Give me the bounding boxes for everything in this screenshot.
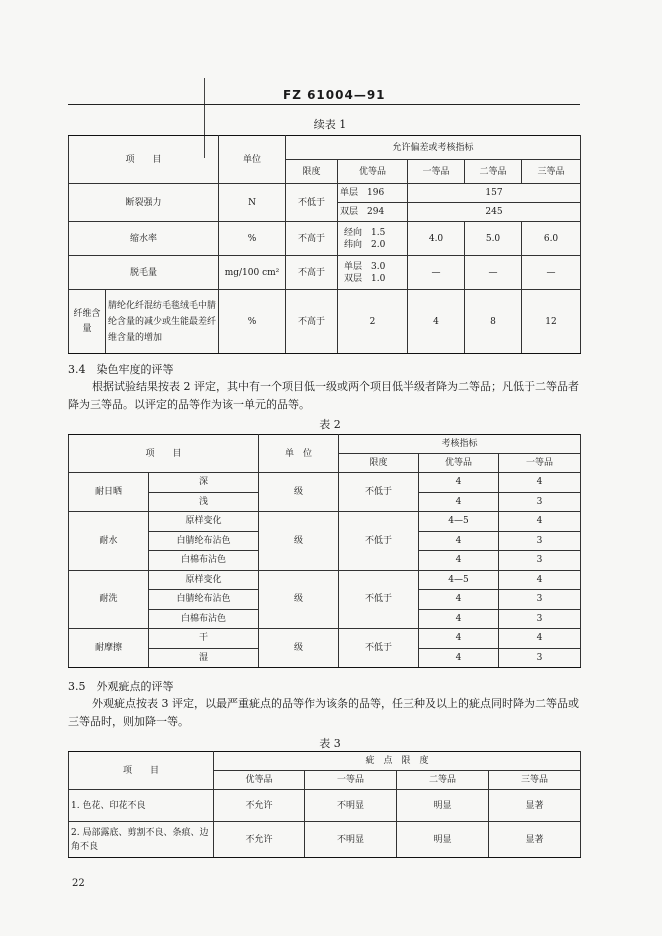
t2-sub: 深 [149,473,259,493]
t2-value: 4 [419,648,499,668]
table3-caption: 表 3 [319,737,341,750]
t3-cell: 显著 [489,822,581,858]
t1-item-group: 纤维含量 [69,290,106,354]
t1-value: — [522,256,581,290]
t1-sub: 纬向 2.0 [344,239,386,250]
t1-h-unit: 单位 [219,136,286,184]
t2-sub: 浅 [149,492,259,512]
t2-limit: 不低于 [339,473,419,512]
t1-item: 断裂强力 [69,184,219,222]
t1-sub: 单层 196 [338,184,408,203]
t2-sub: 白腈纶布沾色 [149,590,259,610]
t3-h-grade: 一等品 [305,771,397,790]
t1-sub: 双层 1.0 [344,273,386,284]
t3-cell: 显著 [489,790,581,822]
t1-sub: 单层 3.0 [344,261,386,272]
t2-unit: 级 [259,473,339,512]
t3-cell: 不允许 [214,822,305,858]
t2-unit: 级 [259,570,339,629]
t2-value: 3 [499,551,581,571]
t2-sub: 湿 [149,648,259,668]
t1-limit: 不高于 [286,222,338,256]
t1-value: 245 [408,203,581,222]
t1-sub: 双层 294 [338,203,408,222]
page-number: 22 [72,878,85,889]
t1-sub-cell [338,256,408,290]
t2-h-unit: 单 位 [259,435,339,473]
t2-h-limit: 限度 [339,454,419,473]
t1-value: 5.0 [465,222,522,256]
t2-value: 4 [419,629,499,649]
t1-limit: 不低于 [286,184,338,222]
t3-item: 2. 局部露底、剪割不良、条痕、边角不良 [69,822,214,858]
t1-sub: 经向 1.5 [344,227,386,238]
t2-sub: 白腈纶布沾色 [149,531,259,551]
header-rule [68,104,580,105]
t2-value: 4 [419,492,499,512]
standard-id: FZ 61004—91 [283,88,386,102]
t2-group-name: 耐日晒 [69,473,149,512]
t2-value: 4 [499,570,581,590]
section-3-4-text: 根据试验结果按表 2 评定，其中有一个项目低一级或两个项目低半级者降为二等品；凡低于二等品者降为三等品。以评定的品等作为该一单元的品等。 [68,380,579,411]
t2-h-group: 考核指标 [339,435,581,454]
t3-h-grade: 优等品 [214,771,305,790]
t2-unit: 级 [259,629,339,668]
table2 [68,434,581,668]
t2-value: 4 [419,551,499,571]
t1-value: 4 [408,290,465,354]
t3-cell: 明显 [397,790,489,822]
t2-value: 4 [499,512,581,532]
table2-caption: 表 2 [319,418,341,431]
t2-group-name: 耐水 [69,512,149,571]
t2-h-item: 项 目 [69,435,259,473]
t2-value: 4 [419,609,499,629]
t3-item: 1. 色花、印花不良 [69,790,214,822]
t1-value: 8 [465,290,522,354]
t1-value: 12 [522,290,581,354]
t2-value: 3 [499,590,581,610]
table1-caption: 续表 1 [313,118,347,131]
t1-h-grade: 优等品 [338,160,408,184]
t2-value: 4 [419,590,499,610]
t1-item: 脱毛量 [69,256,219,290]
t3-h-group: 疵 点 限 度 [214,752,581,771]
t2-value: 4 [419,531,499,551]
section-3-4-title: 3.4 染色牢度的评等 [68,363,174,376]
t2-value: 3 [499,492,581,512]
section-3-5-text: 外观疵点按表 3 评定，以最严重疵点的品等作为该条的品等，任三种及以上的疵点同时降为二等品或三等品时，则加降一等。 [68,697,579,728]
t2-sub: 白棉布沾色 [149,609,259,629]
t1-value: — [465,256,522,290]
t2-sub: 干 [149,629,259,649]
t2-group-name: 耐洗 [69,570,149,629]
t1-value: 2 [338,290,408,354]
t1-unit: % [219,222,286,256]
t2-sub: 原样变化 [149,512,259,532]
table3 [68,751,581,858]
t2-value: 4 [419,473,499,493]
t1-limit: 不高于 [286,290,338,354]
t2-value: 4—5 [419,570,499,590]
t3-h-grade: 二等品 [397,771,489,790]
t1-unit: N [219,184,286,222]
t1-h-item: 项 目 [69,136,219,184]
t3-h-grade: 三等品 [489,771,581,790]
t3-h-item: 项 目 [69,752,214,790]
t3-cell: 不明显 [305,790,397,822]
t2-value: 3 [499,609,581,629]
t1-item: 缩水率 [69,222,219,256]
t2-unit: 级 [259,512,339,571]
t2-limit: 不低于 [339,629,419,668]
t2-group-name: 耐摩擦 [69,629,149,668]
t1-value: 157 [408,184,581,203]
t1-sub-cell [338,222,408,256]
section-3-5-title: 3.5 外观疵点的评等 [68,680,174,693]
t3-cell: 不明显 [305,822,397,858]
t2-limit: 不低于 [339,570,419,629]
t2-sub: 白棉布沾色 [149,551,259,571]
t2-sub: 原样变化 [149,570,259,590]
t2-h-grade: 一等品 [499,454,581,473]
t2-value: 3 [499,531,581,551]
t1-limit: 不高于 [286,256,338,290]
t1-unit: % [219,290,286,354]
t3-cell: 明显 [397,822,489,858]
t1-h-grade: 三等品 [522,160,581,184]
t1-value: — [408,256,465,290]
t1-value: 4.0 [408,222,465,256]
t2-limit: 不低于 [339,512,419,571]
t1-item: 腈纶化纤混纺毛毯绒毛中腈纶含量的减少或生能最差纤维含量的增加 [106,290,219,354]
t2-value: 4 [499,629,581,649]
t2-value: 3 [499,648,581,668]
t3-cell: 不允许 [214,790,305,822]
t1-h-grade: 二等品 [465,160,522,184]
t1-value: 6.0 [522,222,581,256]
t1-unit: mg/100 cm² [219,256,286,290]
t2-value: 4 [499,473,581,493]
t1-h-grade: 一等品 [408,160,465,184]
t2-value: 4—5 [419,512,499,532]
t1-h-group: 允许偏差或考核指标 [286,136,581,160]
t1-h-limit: 限度 [286,160,338,184]
t2-h-grade: 优等品 [419,454,499,473]
table1 [68,135,581,354]
